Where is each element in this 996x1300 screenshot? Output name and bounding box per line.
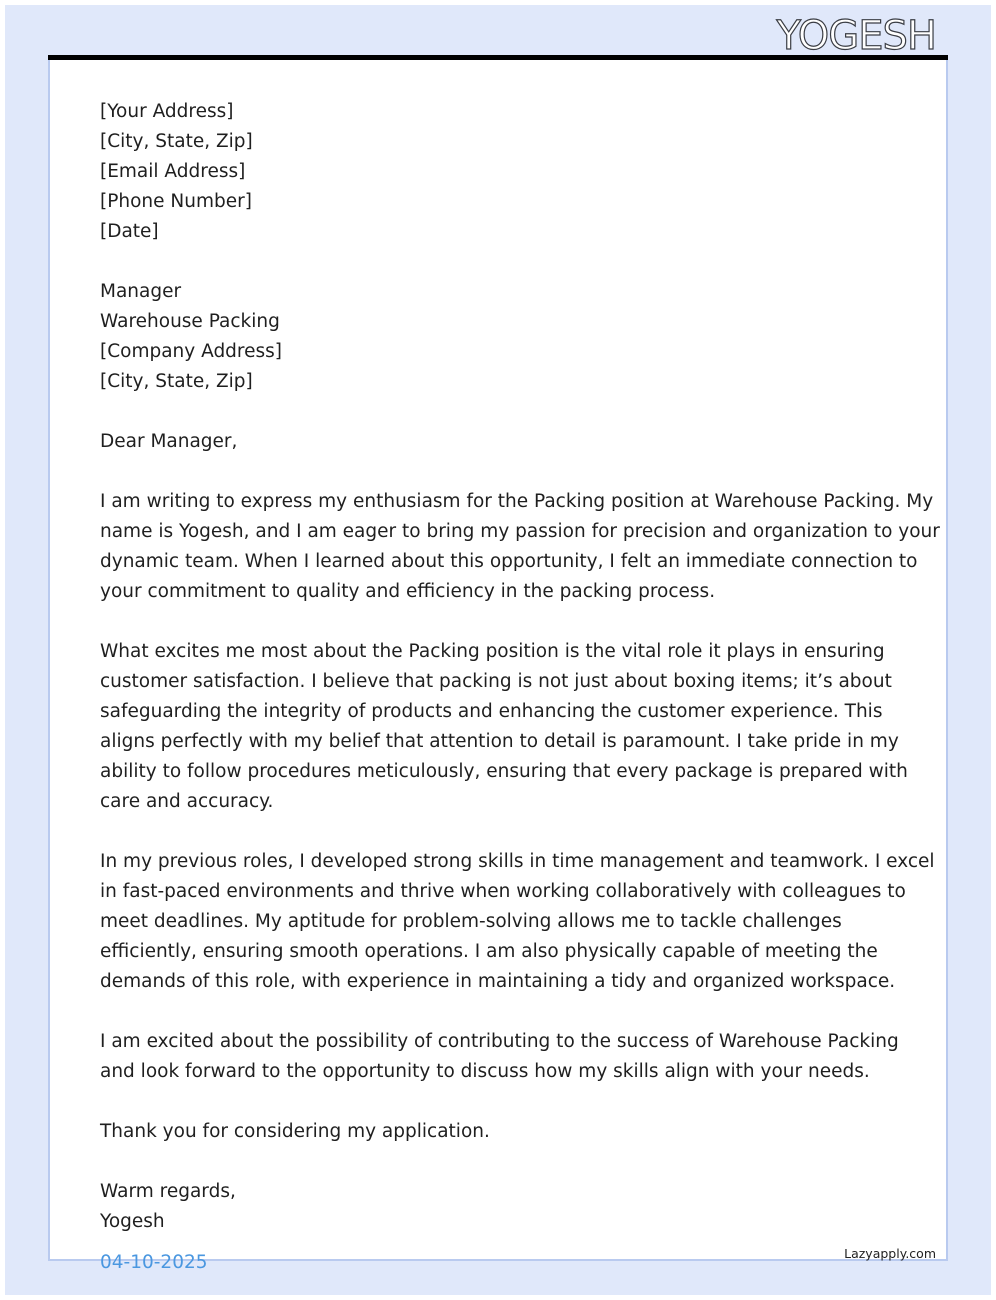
footer-site-label: Lazyapply.com [844,1246,936,1261]
body-paragraph-1: I am writing to express my enthusiasm for the Packing position at Warehouse Packing. My name is Yogesh, and I am eager to bring my passion for precision and organization to your dynamic team. When I learned about this opportunity, I felt an immediate connection to your commitment to quality and efficiency in the packing process. [100,491,940,602]
body-paragraph-2: What excites me most about the Packing position is the vital role it plays in ensuring customer satisfaction. I believe that packing is not just about boxing items; it’s about safeguarding the integrity of products and enhancing the customer experience. This aligns perfectly with my belief that attention to detail is paramount. I take pride in my ability to follow procedures meticulously, ensuring that every package is prepared with care and accuracy. [100,641,908,812]
sender-city-state-zip: [City, State, Zip] [100,131,253,152]
sender-date: [Date] [100,221,159,242]
recipient-title: Manager [100,281,182,302]
sender-phone: [Phone Number] [100,191,252,212]
body-paragraph-4: I am excited about the possibility of contributing to the success of Warehouse Packing and look forward to the opportunity to discuss how my skills align with your needs. [100,1031,899,1082]
closing: Warm regards, [100,1181,236,1202]
sender-block [100,97,900,247]
footer-date: 04-10-2025 [100,1252,208,1273]
recipient-city-state-zip: [City, State, Zip] [100,371,253,392]
header-name: YOGESH [776,13,936,59]
signature: Yogesh [100,1211,165,1232]
body-paragraph-3: In my previous roles, I developed strong skills in time management and teamwork. I excel in fast-paced environments and thrive when working collaboratively with colleagues to meet deadlines. My aptitude for problem-solving allows me to tackle challenges efficiently, ensuring smooth operations. I am also physically capable of meeting the demands of this role, with experience in maintaining a tidy and organized workspace. [100,851,935,992]
sender-address: [Your Address] [100,101,234,122]
recipient-address: [Company Address] [100,341,283,362]
salutation: Dear Manager, [100,431,238,452]
body-paragraph-5: Thank you for considering my application. [100,1121,490,1142]
sender-email: [Email Address] [100,161,246,182]
recipient-company: Warehouse Packing [100,311,280,332]
cover-letter [100,97,940,1237]
recipient-block [100,277,900,397]
